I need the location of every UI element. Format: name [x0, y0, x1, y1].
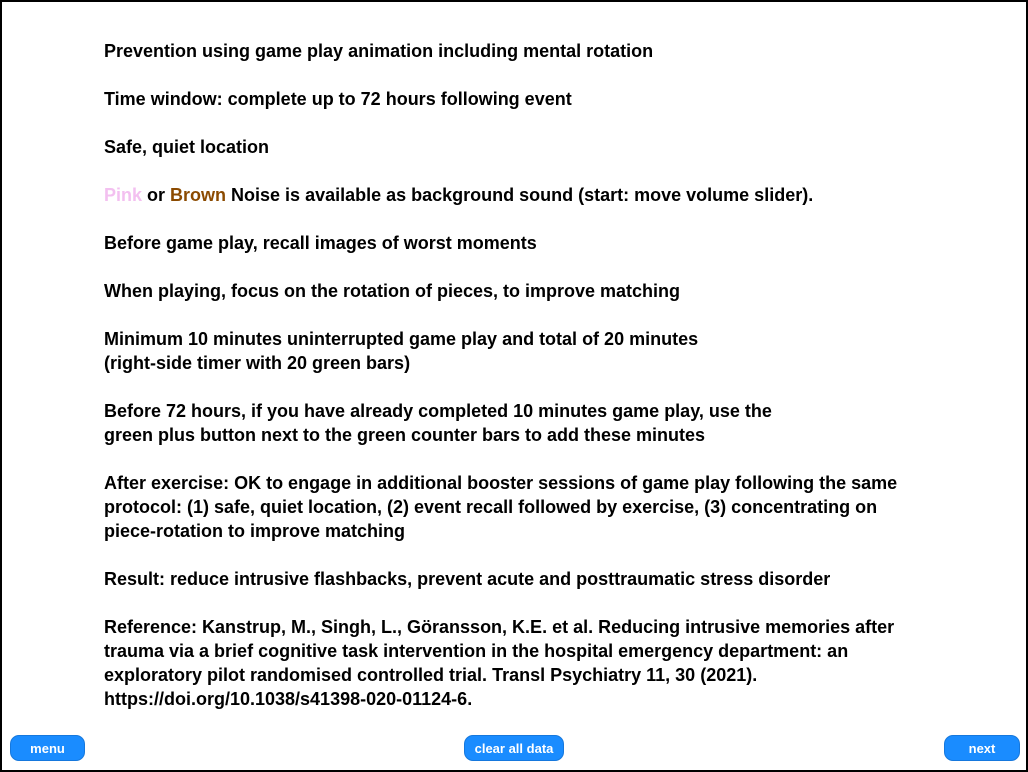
minimum-time-line: Minimum 10 minutes uninterrupted game play and total of 20 minutes (right-side timer with 20 green bars) [104, 329, 699, 373]
instructions-content [104, 39, 944, 735]
clear-all-data-button-label: clear all data [474, 740, 554, 756]
booster-sessions-line: After exercise: OK to engage in additional booster sessions of game play following the same protocol: (1) safe, quiet location, (2) event recall followed by exercise, (3) concentrating on piece-rotation to improve matching [104, 473, 898, 541]
noise-description: Noise is available as background sound (start: move volume slider). [226, 185, 814, 205]
add-minutes-line: Before 72 hours, if you have already completed 10 minutes game play, use the green plus button next to the green counter bars to add these minutes [104, 401, 772, 445]
intro-line: Prevention using game play animation including mental rotation [104, 41, 654, 61]
rotation-focus-line: When playing, focus on the rotation of pieces, to improve matching [104, 281, 681, 301]
menu-button-label: menu [30, 740, 65, 756]
time-window-line: Time window: complete up to 72 hours following event [104, 89, 572, 109]
recall-line: Before game play, recall images of worst moments [104, 233, 537, 253]
next-button-label: next [968, 740, 996, 756]
reference-line: Reference: Kanstrup, M., Singh, L., Göransson, K.E. et al. Reducing intrusive memories after trauma via a brief cognitive task intervention in the hospital emergency department: an exploratory pilot randomised controlled trial. Transl Psychiatry 11, 30 (2021). https://doi.org/10.1038/s41398-020-01124-6. [104, 617, 895, 709]
menu-button[interactable] [10, 735, 85, 761]
pink-noise-label: Pink [104, 185, 143, 205]
noise-or-text: or [142, 185, 171, 205]
brown-noise-label: Brown [170, 185, 227, 205]
clear-all-data-button[interactable] [464, 735, 564, 761]
location-line: Safe, quiet location [104, 137, 270, 157]
next-button[interactable] [944, 735, 1020, 761]
noise-line [104, 183, 944, 207]
result-line: Result: reduce intrusive flashbacks, prevent acute and posttraumatic stress disorder [104, 569, 831, 589]
